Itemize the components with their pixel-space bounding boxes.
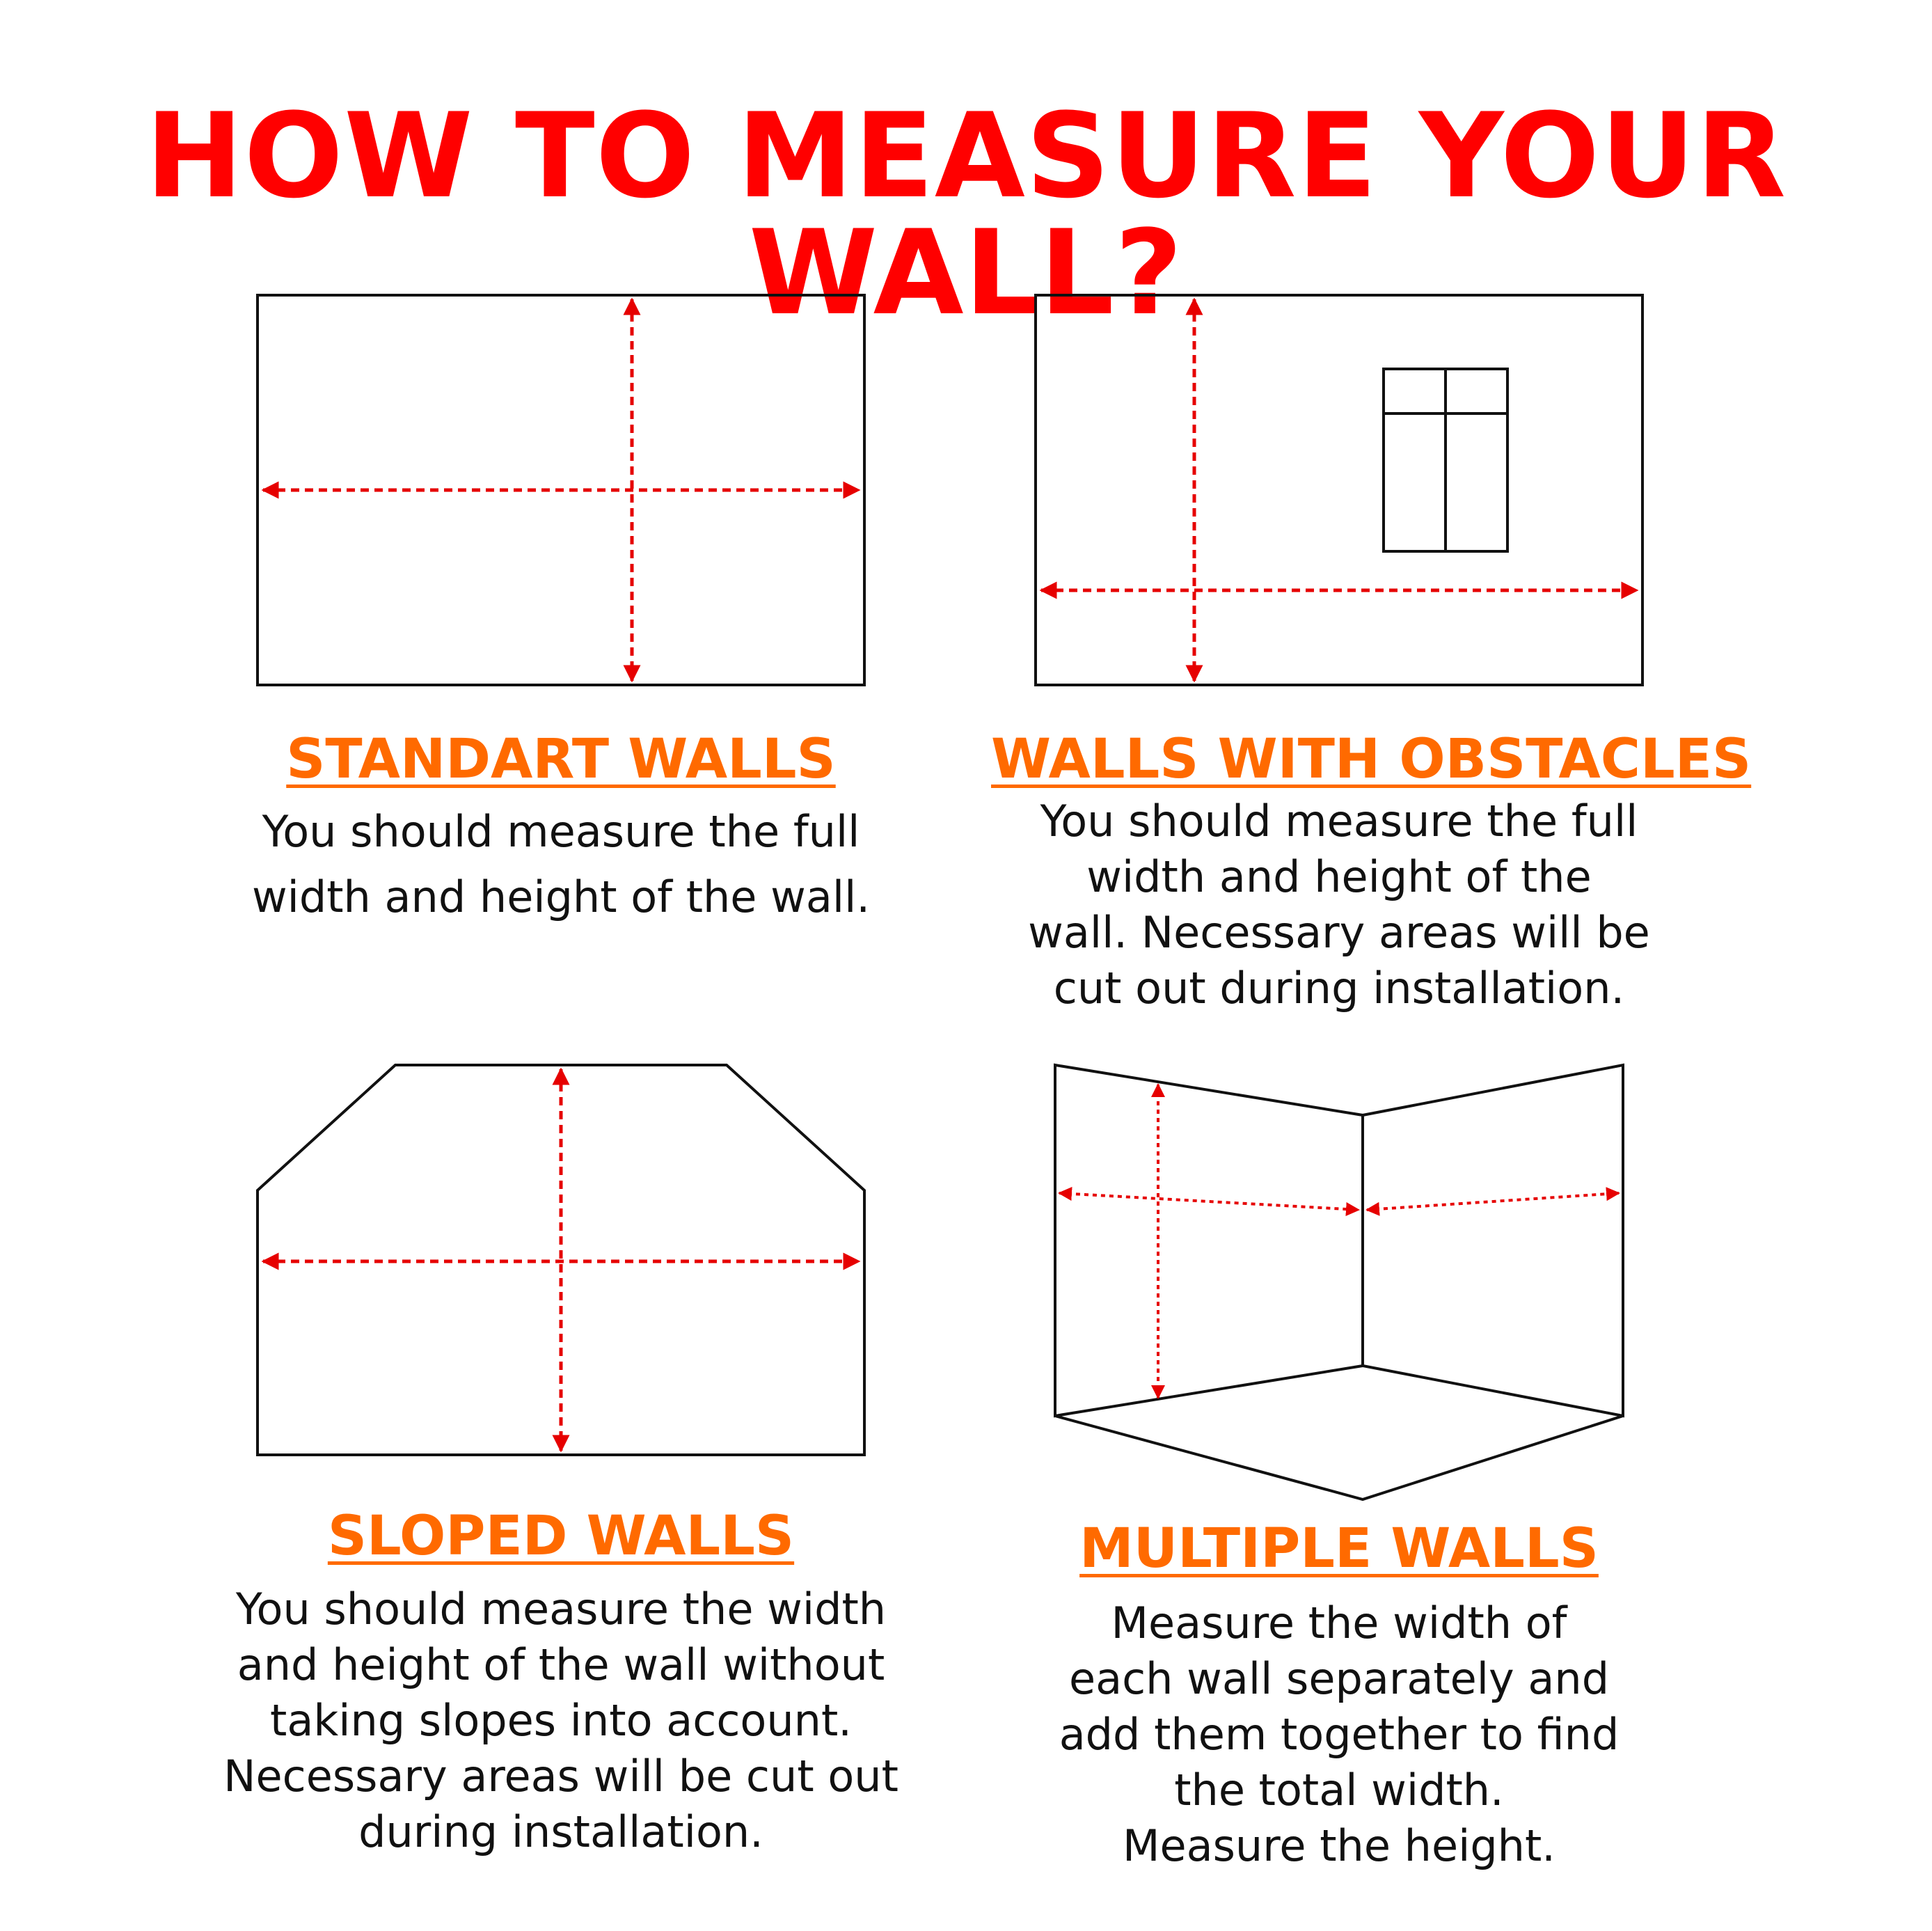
multiple-walls-description <box>956 1595 1722 1874</box>
description-line: Measure the width of <box>1111 1598 1567 1648</box>
description-line: You should measure the full <box>262 806 860 857</box>
description-line: during installation. <box>358 1806 763 1857</box>
description-line: add them together to find <box>1059 1709 1620 1760</box>
description-line: and height of the wall without <box>237 1639 885 1690</box>
description-line: cut out during installation. <box>1053 963 1625 1014</box>
obstacle-wall-diagram <box>1036 295 1642 685</box>
obstacle-wall-outline <box>1036 295 1642 685</box>
sloped-walls-heading: SLOPED WALLS <box>327 1505 795 1568</box>
left-wall-outline <box>1055 1065 1363 1416</box>
description-line: Measure the height. <box>1123 1820 1555 1871</box>
multiple-walls-heading: MULTIPLE WALLS <box>1079 1518 1599 1580</box>
sloped-walls-description <box>178 1582 944 1860</box>
description-line: each wall separately and <box>1068 1653 1610 1704</box>
standard-walls-heading: STANDART WALLS <box>286 728 836 791</box>
obstacle-walls-description <box>956 794 1722 1016</box>
description-line: You should measure the full <box>1040 796 1638 846</box>
obstacle-walls-heading: WALLS WITH OBSTACLES <box>991 728 1752 791</box>
page-title: HOW TO MEASURE YOUR WALL? <box>145 88 1787 341</box>
description-line: width and height of the <box>1086 851 1592 902</box>
description-line: Necessary areas will be cut out <box>223 1751 898 1802</box>
description-line: the total width. <box>1174 1765 1504 1815</box>
floor-outline <box>1055 1416 1623 1499</box>
left-width-arrow <box>1059 1193 1359 1210</box>
description-line: wall. Necessary areas will be <box>1028 907 1650 958</box>
right-width-arrow <box>1367 1193 1619 1210</box>
window-obstacle <box>1384 369 1507 551</box>
sloped-wall-diagram <box>258 1065 864 1455</box>
right-wall-outline <box>1363 1065 1623 1416</box>
multiple-walls-diagram <box>1055 1065 1623 1499</box>
description-line: taking slopes into account. <box>270 1695 852 1746</box>
description-line: width and height of the wall. <box>251 872 871 922</box>
standard-walls-description <box>178 799 944 930</box>
standard-wall-diagram <box>258 295 864 685</box>
description-line: You should measure the width <box>235 1584 887 1634</box>
